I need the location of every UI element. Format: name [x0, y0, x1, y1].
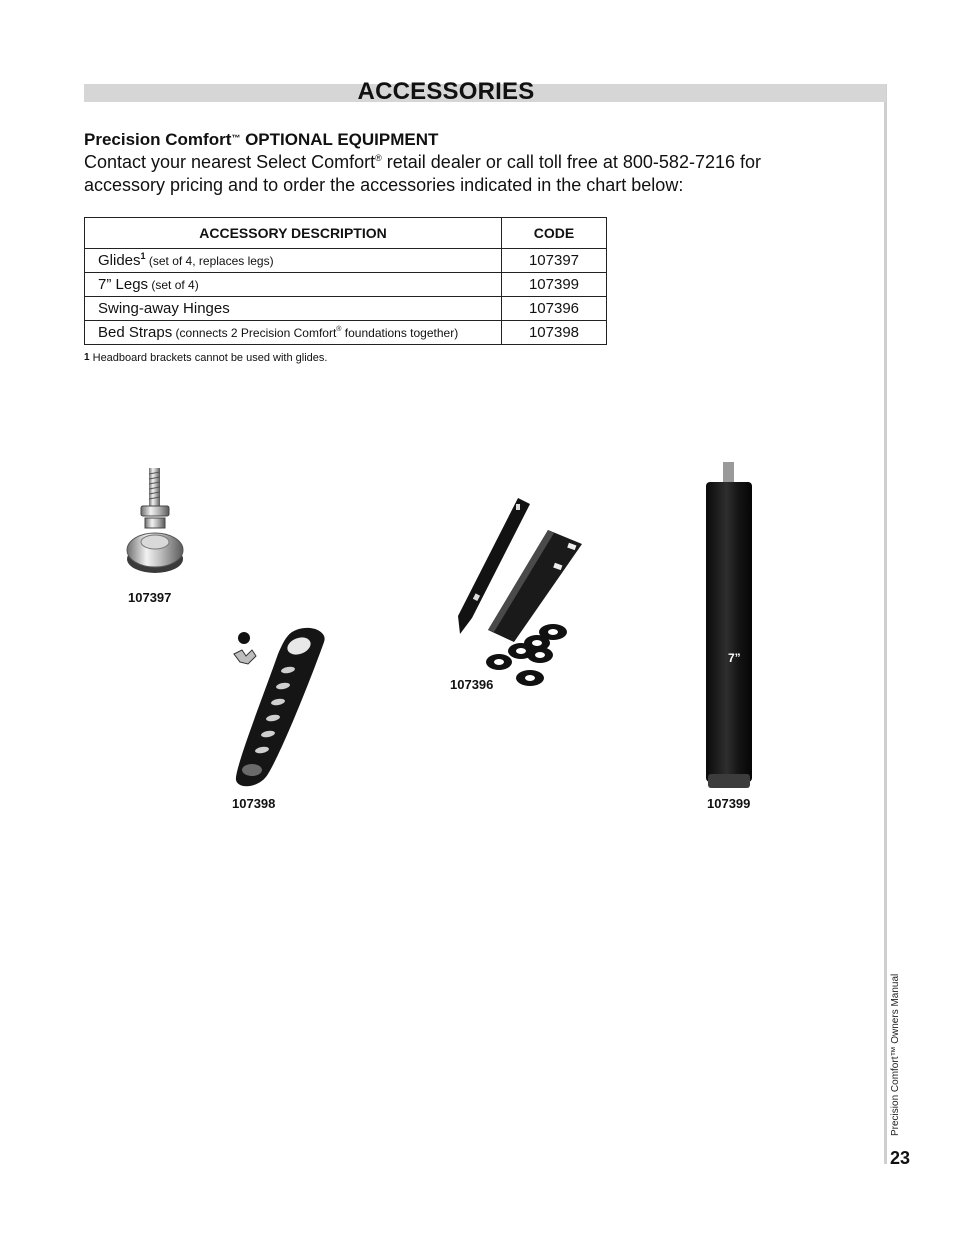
row-description: 7” Legs (set of 4) [85, 273, 502, 297]
table-row [85, 321, 607, 345]
glide-photo [118, 462, 192, 584]
section-heading: Precision Comfort™ OPTIONAL EQUIPMENT [84, 130, 439, 149]
footnote: 1 Headboard brackets cannot be used with glides. [84, 352, 328, 364]
strap-photo [228, 624, 328, 792]
page-title: ACCESSORIES [357, 78, 535, 105]
table-row [85, 297, 607, 321]
leg-dimension-label: 7” [728, 651, 741, 665]
part-label-glide: 107397 [128, 590, 172, 605]
row-description: Glides$^1$ (set of 4, replaces legs) [85, 249, 502, 273]
row-code: 107399 [502, 273, 607, 297]
hinge-photo [450, 492, 590, 692]
leg-photo [696, 460, 762, 792]
part-label-hinge: 107396 [450, 677, 494, 692]
row-code: 107397 [502, 249, 607, 273]
intro-text: Contact your nearest Select Comfort® retail dealer or call toll free at 800-582-7216 for accessory pricing and to order the accessories indicated in the chart below: [84, 152, 761, 195]
header-code: CODE [502, 218, 607, 249]
accessory-table [84, 217, 607, 345]
side-running-text: Precision Comfort™ Owners Manual [890, 973, 901, 1136]
row-description: Bed Straps (connects 2 Precision Comfort® foundations together) [85, 321, 502, 345]
row-description: Swing-away Hinges [85, 297, 502, 321]
row-code: 107398 [502, 321, 607, 345]
intro-block [84, 128, 844, 197]
page-number: 23 [890, 1148, 911, 1168]
part-label-leg: 107399 [707, 796, 751, 811]
part-label-strap: 107398 [232, 796, 276, 811]
table-header-row [85, 218, 607, 249]
right-margin-rule [884, 84, 887, 1164]
row-code: 107396 [502, 297, 607, 321]
table-row [85, 249, 607, 273]
table-row [85, 273, 607, 297]
header-description: ACCESSORY DESCRIPTION [85, 218, 502, 249]
